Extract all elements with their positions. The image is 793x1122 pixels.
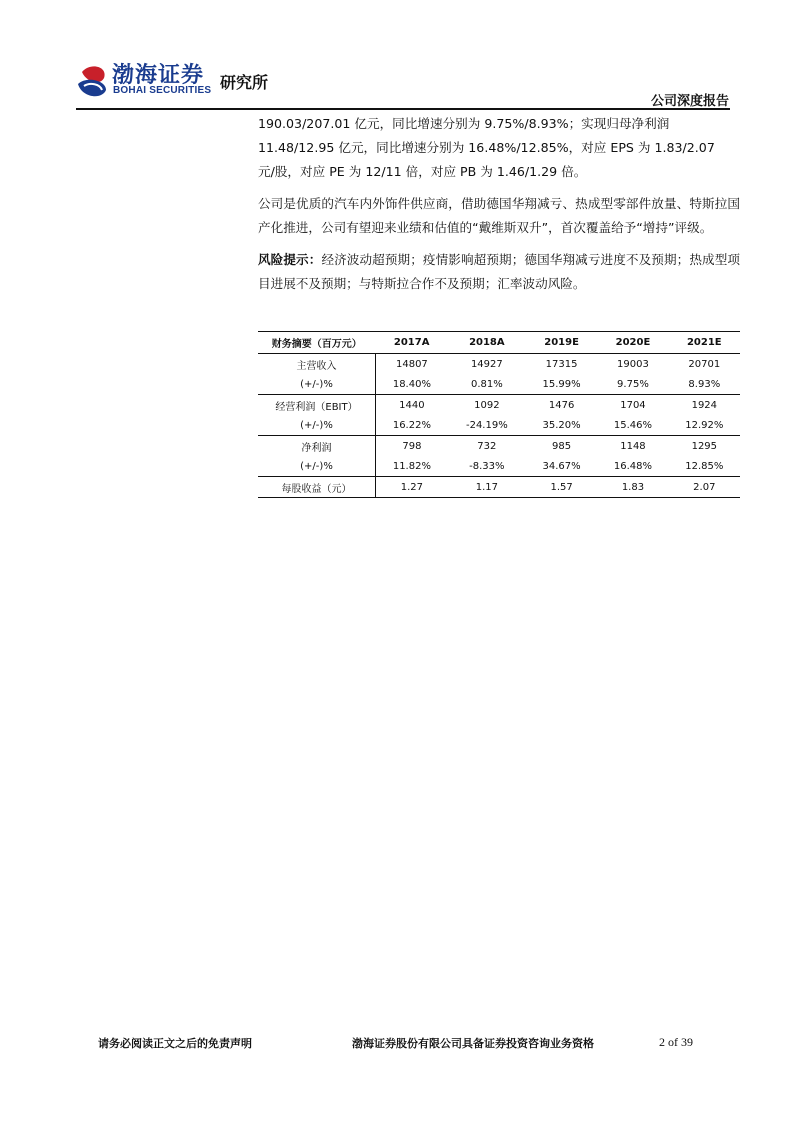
table-cell: 14927 [470,358,503,370]
table-row [258,374,740,395]
table-cell: 1092 [474,399,500,411]
table-cell: 1.57 [526,477,597,498]
table-cell: 1295 [691,440,718,452]
body-text [258,112,740,296]
row-label: 净利润 [258,436,376,457]
table-row [258,415,740,436]
para1-line3: 元/股，对应 PE 为 12/11 倍，对应 PB 为 1.46/1.29 倍。 [258,164,587,179]
investment-summary: 公司是优质的汽车内外饰件供应商，借助德国华翔减亏、热成型零部件放量、特斯拉国产化推进，公司有望迎来业绩和估值的“戴维斯双升”，首次覆盖给予“增持”评级。 [258,196,740,235]
table-row [258,436,740,457]
row-label: (+/-)% [258,415,376,436]
table-cell: 0.81% [448,374,526,395]
table-cell: 2.07 [669,477,740,498]
table-cell: 16.22% [376,415,448,436]
table-cell: 8.93% [669,374,740,395]
table-row [258,354,740,375]
table-cell: 1.83 [597,477,668,498]
row-label: 经营利润（EBIT） [258,395,376,416]
table-header-2017a: 2017A [376,332,448,354]
table-cell: 1.27 [376,477,448,498]
table-header-2021e: 2021E [669,332,740,354]
table-header-2020e: 2020E [597,332,668,354]
table-row [258,395,740,416]
table-cell: 1148 [620,440,646,452]
table-cell: 12.92% [669,415,740,436]
table-cell: 14807 [395,358,428,370]
table-cell: 1476 [548,399,575,411]
table-cell: 9.75% [597,374,668,395]
table-cell: 985 [552,440,572,452]
row-label: (+/-)% [258,374,376,395]
logo-english-name: BOHAI SECURITIES [113,85,212,96]
table-cell: 34.67% [526,456,597,477]
bohai-logo-icon [76,62,110,100]
table-cell: 35.20% [526,415,597,436]
row-label: 主营收入 [258,354,376,375]
table-header-label: 财务摘要（百万元） [258,332,376,354]
company-logo [76,58,306,104]
footer-qualification: 渤海证券股份有限公司具备证券投资咨询业务资格 [352,1037,594,1050]
table-cell: 15.46% [597,415,668,436]
header-divider [76,108,730,110]
table-cell: 11.82% [376,456,448,477]
table-row [258,477,740,498]
table-header-row [258,332,740,354]
page-number: 2 of 39 [659,1035,693,1049]
risk-warning [258,248,740,296]
table-cell: -24.19% [448,415,526,436]
table-header-2018a: 2018A [448,332,526,354]
institute-name: 研究所 [220,73,269,92]
table-cell: 12.85% [669,456,740,477]
table-cell: 1440 [399,399,425,411]
table-cell: 1.17 [448,477,526,498]
table-cell: 17315 [545,358,578,370]
para1-line1: 190.03/207.01 亿元，同比增速分别为 9.75%/8.93%；实现归母净利润 [258,116,670,131]
table-cell: 19003 [617,358,649,370]
table-cell: 1704 [620,399,646,411]
table-header-2019e: 2019E [526,332,597,354]
table-cell: 798 [402,440,422,452]
table-cell: 15.99% [526,374,597,395]
risk-text: 经济波动超预期；疫情影响超预期；德国华翔减亏进度不及预期；热成型项目进展不及预期；与特斯拉合作不及预期；汇率波动风险。 [258,252,741,291]
table-cell: 1924 [691,399,718,411]
table-cell: 18.40% [376,374,448,395]
table-cell: 16.48% [597,456,668,477]
row-label: 每股收益（元） [258,477,376,498]
para1-line2: 11.48/12.95 亿元，同比增速分别为 16.48%/12.85%，对应 EPS 为 1.83/2.07 [258,140,715,155]
table-cell: 732 [477,440,497,452]
logo-chinese-name: 渤海证券 [112,62,205,88]
financial-summary-table [258,331,740,498]
table-cell: -8.33% [448,456,526,477]
table-cell: 20701 [688,358,721,370]
table-row [258,456,740,477]
row-label: (+/-)% [258,456,376,477]
report-type: 公司深度报告 [650,94,729,109]
footer-disclaimer: 请务必阅读正文之后的免责声明 [98,1037,252,1050]
risk-label: 风险提示： [258,252,322,267]
